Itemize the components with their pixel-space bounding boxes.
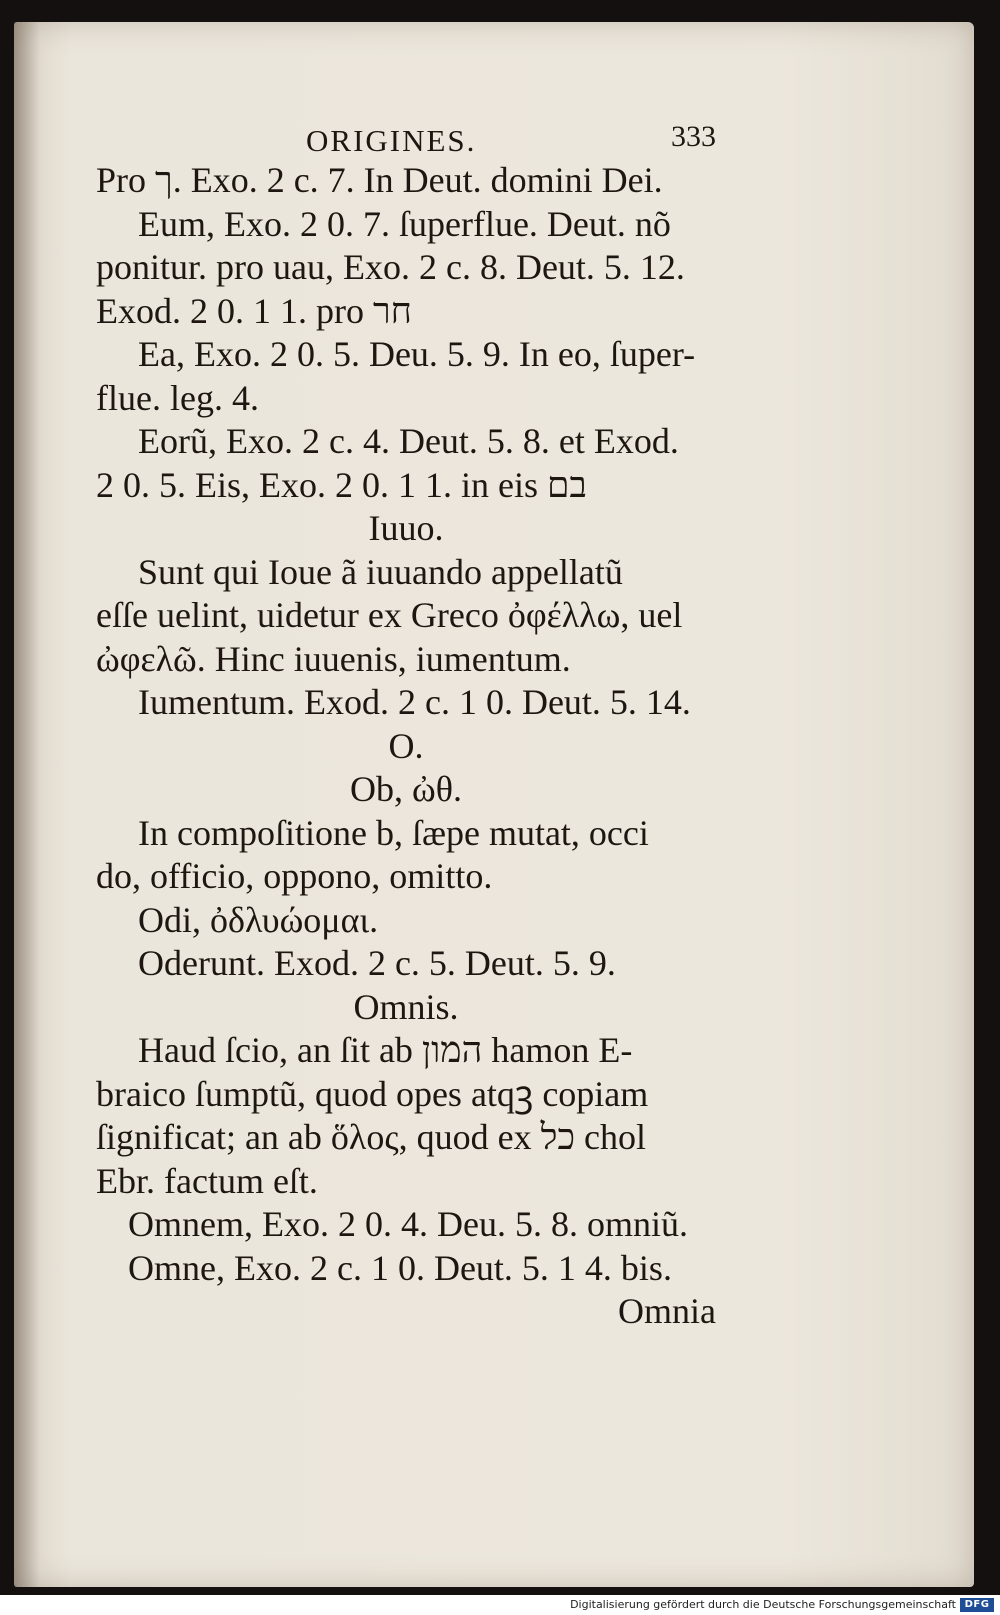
text-line: do, officio, oppono, omitto.: [96, 856, 493, 896]
page-number: 333: [671, 120, 716, 153]
dfg-logo: DFG: [960, 1598, 994, 1612]
text-line: Exod. 2 0. 1 1. pro חר: [96, 290, 412, 331]
text-line: ὠφελῶ. Hinc iuuenis, iumentum.: [96, 638, 571, 679]
text-line: Haud ſcio, an ſit ab המון hamon E-: [138, 1030, 633, 1070]
text-line: Ob, ὠθ.: [350, 769, 462, 809]
text-line: 2 0. 5. Eis, Exo. 2 0. 1 1. in eis בם: [96, 464, 587, 505]
text-line: ponitur. pro uau, Exo. 2 c. 8. Deut. 5. 12.: [96, 247, 685, 287]
text-line: Omnem, Exo. 2 0. 4. Deu. 5. 8. omniũ.: [128, 1204, 688, 1244]
text-line: Pro ך. Exo. 2 c. 7. In Deut. domini Dei.: [96, 160, 663, 200]
text-line: Odi, ὀδλυώομαι.: [138, 899, 379, 940]
text-line: Oderunt. Exod. 2 c. 5. Deut. 5. 9.: [138, 943, 616, 983]
text-line: Ebr. factum eſt.: [96, 1160, 318, 1201]
footer-credit: Digitalisierung gefördert durch die Deutsche Forschungsgemeinschaft: [570, 1598, 956, 1611]
text-line: braico ſumptũ, quod opes atqꝫ copiam: [96, 1073, 649, 1114]
text-line: ſignificat; an ab ὅλος, quod ex כל chol: [96, 1117, 647, 1157]
text-line: Eum, Exo. 2 0. 7. ſuperflue. Deut. nõ: [138, 203, 671, 244]
text-line: O.: [388, 725, 424, 766]
text-line: Omnia: [618, 1291, 716, 1331]
text-line: flue. leg. 4.: [96, 377, 259, 418]
text-line: Iuuo.: [368, 508, 444, 548]
text-line: eſſe uelint, uidetur ex Greco ὀφέλλω, uel: [96, 595, 683, 635]
running-head-title: ORIGINES.: [306, 123, 477, 158]
footer-bar: [0, 1596, 1000, 1615]
spine-shadow: [14, 22, 40, 1587]
text-line: Eorũ, Exo. 2 c. 4. Deut. 5. 8. et Exod.: [138, 421, 679, 461]
text-line: Omnis.: [353, 986, 459, 1027]
text-lines: [96, 159, 716, 1334]
text-line: In compoſitione b, ſæpe mutat, occi: [138, 812, 649, 853]
text-line: Iumentum. Exod. 2 c. 1 0. Deut. 5. 14.: [138, 682, 691, 722]
page-text: [96, 115, 716, 1334]
text-line: Sunt qui Ioue ã iuuando appellatũ: [138, 551, 623, 592]
text-line: Ea, Exo. 2 0. 5. Deu. 5. 9. In eo, ſuper-: [138, 334, 696, 374]
text-line: Omne, Exo. 2 c. 1 0. Deut. 5. 1 4. bis.: [128, 1247, 672, 1288]
running-head: [96, 115, 716, 159]
